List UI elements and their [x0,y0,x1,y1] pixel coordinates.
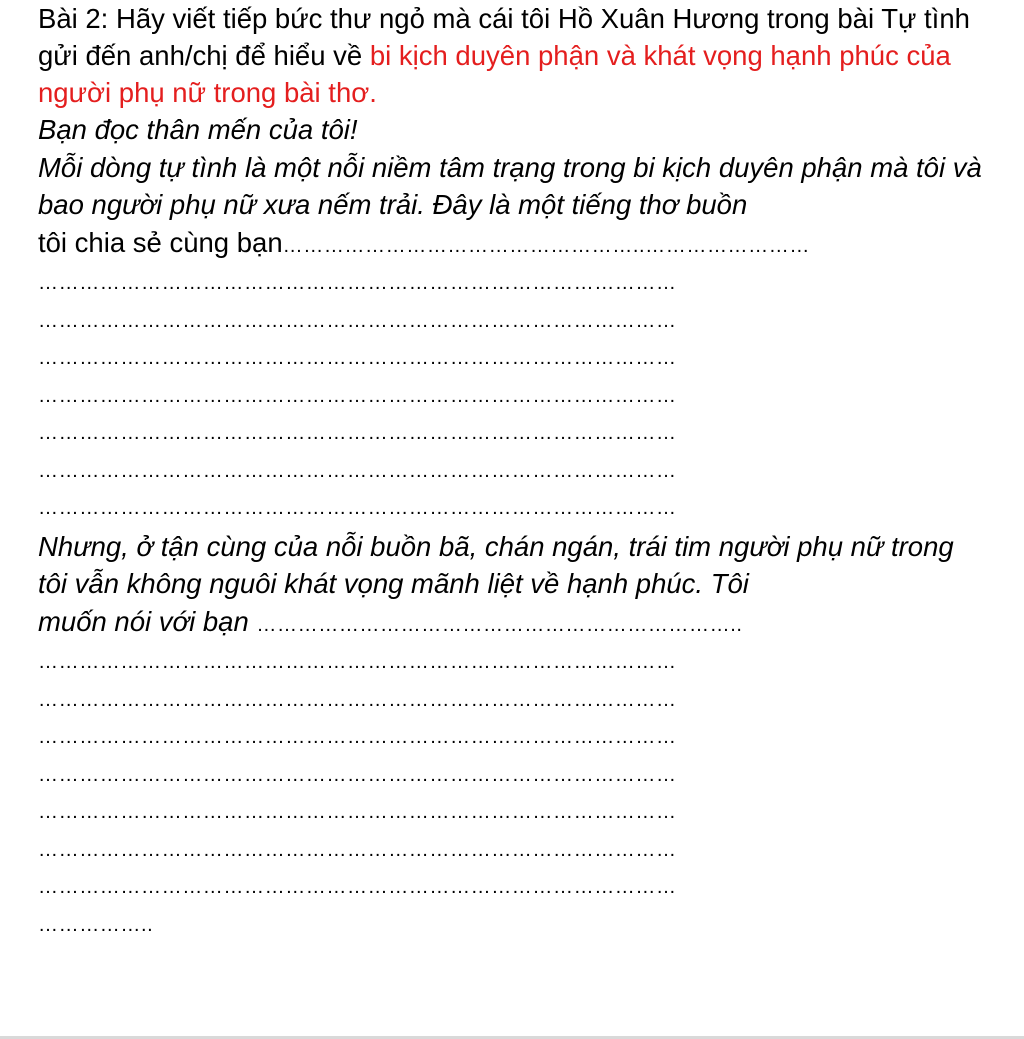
paragraph-2-tail: muốn nói với bạn [38,605,257,637]
fill-in-line[interactable]: ………………………………………………………………………………… [38,876,677,898]
fill-in-line-short[interactable]: …………….. [38,913,154,936]
prompt-highlight: bi kịch duyên phận và khát vọng hạnh phúc của người phụ nữ trong bài thơ. [38,40,951,108]
fill-in-line[interactable]: ………………………………………………………………………………… [38,459,677,482]
fill-in-dots[interactable]: ……………………………………………..…………………… [282,234,810,257]
fill-in-line[interactable]: ………………………………………………………………………………… [38,801,677,823]
fill-in-line[interactable]: ………………………………………………………………………………… [38,497,677,519]
fill-in-line[interactable]: ………………………………………………………………………………… [38,309,677,332]
fill-in-line[interactable]: ………………………………………………………………………………… [38,272,677,294]
paragraph-2-text: Nhưng, ở tận cùng của nỗi buồn bã, chán ngán, trái tim người phụ nữ trong tôi vẫn không nguôi khát vọng mãnh liệt về hạnh phúc. Tôi [38,530,954,599]
fill-in-line[interactable]: ………………………………………………………………………………… [38,347,677,369]
letter-greeting: Bạn đọc thân mến của tôi! [38,114,358,145]
fill-in-line[interactable]: ………………………………………………………………………………… [38,422,677,444]
paragraph-1-text: Mỗi dòng tự tình là một nỗi niềm tâm trạng trong bi kịch duyên phận mà tôi và bao người phụ nữ xưa nếm trải. Đây là một tiếng thơ buồn [38,151,982,220]
fill-in-dots[interactable]: …………………………………………………………….. [256,613,743,636]
fill-in-line[interactable]: ………………………………………………………………………………… [38,763,677,786]
fill-in-line[interactable]: ………………………………………………………………………………… [38,651,677,673]
exercise-prompt [38,0,984,111]
letter-body [38,111,984,944]
fill-in-line[interactable]: ………………………………………………………………………………… [38,384,677,407]
prompt-text: Bài 2: Hãy viết tiếp bức thư ngỏ mà cái tôi Hồ Xuân Hương trong bài Tự tình gửi đến anh/chị để hiểu về [38,3,970,71]
letter-paragraph-2 [38,528,984,645]
paragraph-1-tail: tôi chia sẻ cùng bạn [38,226,283,258]
fill-in-line[interactable]: ………………………………………………………………………………… [38,726,677,748]
fill-in-line[interactable]: ………………………………………………………………………………… [38,838,677,861]
letter-paragraph-1 [38,149,984,266]
fill-in-line[interactable]: ………………………………………………………………………………… [38,688,677,711]
